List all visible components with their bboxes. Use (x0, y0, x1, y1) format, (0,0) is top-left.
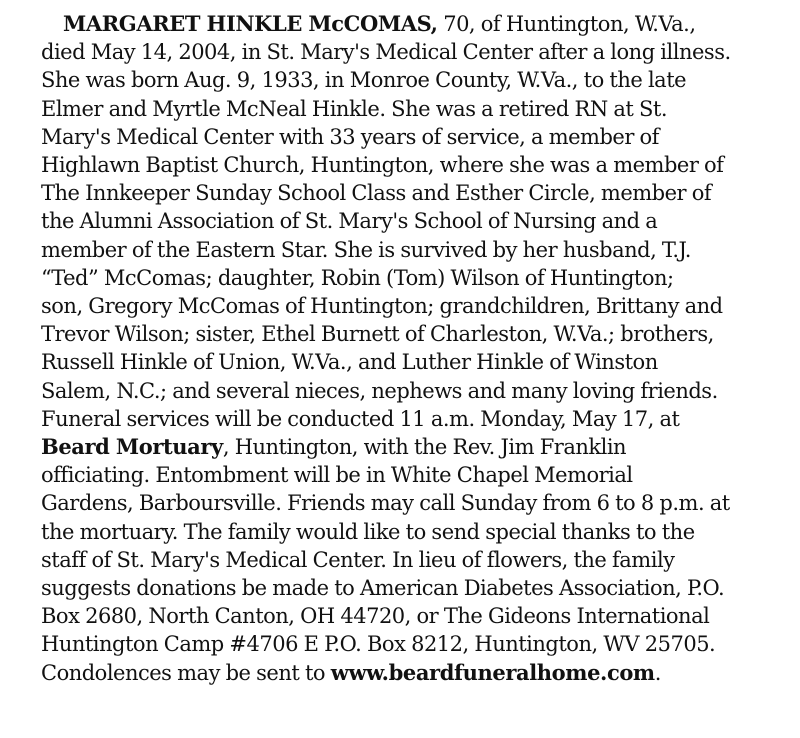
obituary-line: officiating. Entombment will be in White Chapel Memorial (41, 463, 633, 488)
obituary-line (41, 433, 793, 461)
obituary-line: Russell Hinkle of Union, W.Va., and Luther Hinkle of Winston (41, 350, 658, 375)
obituary-line: Box 2680, North Canton, OH 44720, or The Gideons International (41, 604, 710, 629)
obituary-text (41, 10, 793, 687)
obituary-line: She was born Aug. 9, 1933, in Monroe County, W.Va., to the late (41, 68, 687, 93)
line-text: , Huntington, with the Rev. Jim Franklin (222, 435, 627, 460)
obituary-line: Funeral services will be conducted 11 a.m. Monday, May 17, at (41, 406, 680, 431)
funeral-home-website: www.beardfuneralhome.com (330, 659, 655, 685)
obituary-line: Huntington Camp #4706 E P.O. Box 8212, Huntington, WV 25705. (41, 632, 716, 657)
obituary-line: Salem, N.C.; and several nieces, nephews and many loving friends. (41, 378, 718, 403)
mortuary-name: Beard Mortuary (41, 434, 223, 460)
obituary-line: The Innkeeper Sunday School Class and Esther Circle, member of (41, 181, 712, 206)
obituary-line: Highlawn Baptist Church, Huntington, where she was a member of (41, 153, 724, 178)
line-text: 70, of Huntington, W.Va., (437, 12, 696, 36)
obituary-line: son, Gregory McComas of Huntington; grandchildren, Brittany and (41, 294, 723, 319)
obituary-line: member of the Eastern Star. She is survived by her husband, T.J. (41, 237, 691, 262)
line-text: Condolences may be sent to (41, 660, 331, 685)
deceased-name: MARGARET HINKLE McCOMAS, (63, 11, 438, 36)
obituary-line (41, 659, 793, 687)
obituary-line (41, 10, 793, 38)
obituary-line: suggests donations be made to American Diabetes Association, P.O. (41, 576, 725, 601)
obituary-line: staff of St. Mary's Medical Center. In lieu of flowers, the family (41, 547, 675, 572)
obituary-line: died May 14, 2004, in St. Mary's Medical Center after a long illness. (41, 40, 731, 65)
obituary-line: Mary's Medical Center with 33 years of service, a member of (41, 124, 659, 149)
obituary-line: the mortuary. The family would like to send special thanks to the (41, 519, 695, 544)
obituary-line: Elmer and Myrtle McNeal Hinkle. She was a retired RN at St. (41, 96, 668, 121)
obituary-line: Trevor Wilson; sister, Ethel Burnett of Charleston, W.Va.; brothers, (41, 322, 714, 347)
obituary-line: the Alumni Association of St. Mary's School of Nursing and a (41, 209, 658, 234)
obituary-line: “Ted” McComas; daughter, Robin (Tom) Wilson of Huntington; (41, 265, 674, 290)
obituary-line: Gardens, Barboursville. Friends may call Sunday from 6 to 8 p.m. at (41, 491, 730, 516)
line-text: . (654, 660, 661, 685)
